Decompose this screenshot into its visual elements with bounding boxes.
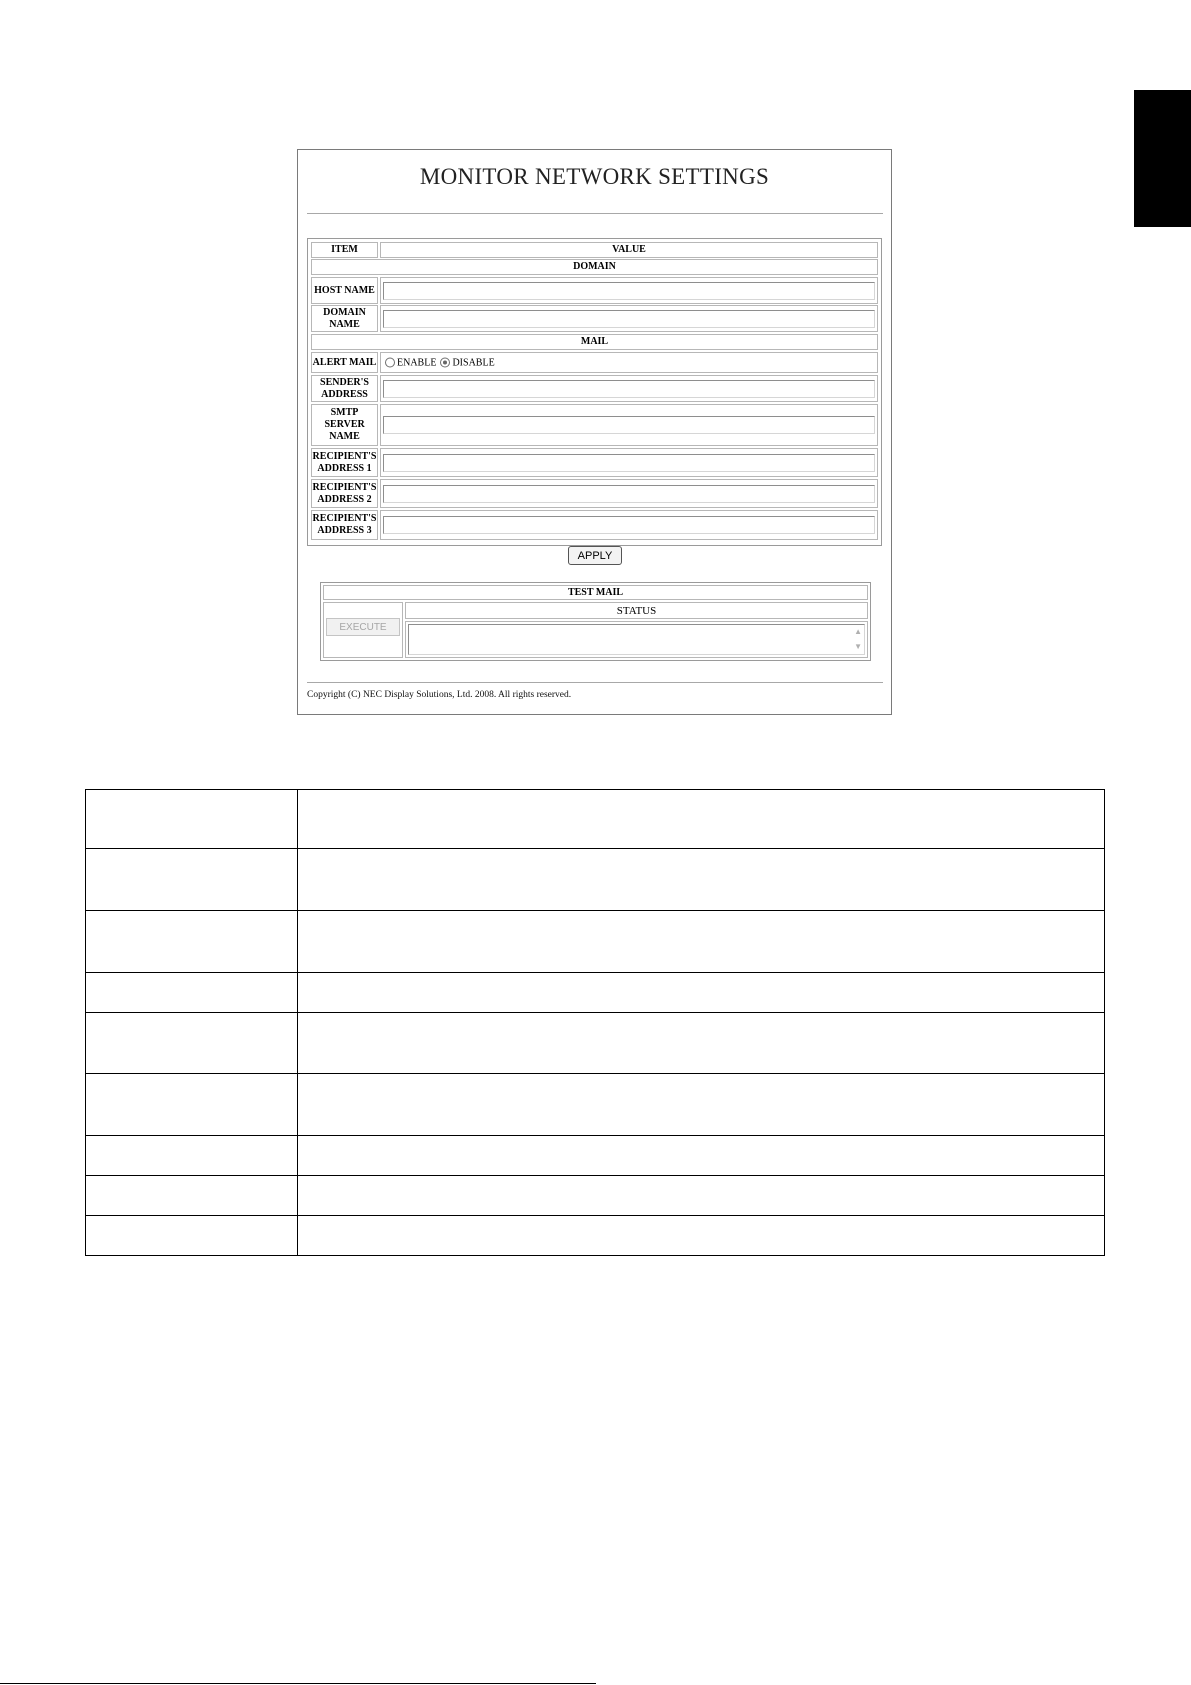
footer-divider bbox=[307, 682, 883, 683]
table-cell bbox=[86, 1074, 298, 1136]
table-row bbox=[86, 1074, 1105, 1136]
enable-radio-label: ENABLE bbox=[397, 357, 437, 368]
label-recipient-address-1 bbox=[311, 448, 378, 477]
recipient-address-3-input[interactable] bbox=[383, 516, 875, 534]
recipient-address-1-cell bbox=[380, 448, 878, 477]
table-row bbox=[86, 849, 1105, 911]
section-mail: MAIL bbox=[311, 334, 878, 350]
label-domain-name bbox=[311, 305, 378, 332]
smtp-server-name-cell bbox=[380, 404, 878, 446]
label-recipient-address-3 bbox=[311, 510, 378, 540]
label-senders-address bbox=[311, 375, 378, 402]
test-mail-table bbox=[320, 582, 871, 661]
table-cell bbox=[298, 790, 1105, 849]
smtp-server-name-input[interactable] bbox=[383, 416, 875, 434]
page-title: MONITOR NETWORK SETTINGS bbox=[419, 164, 770, 189]
table-cell bbox=[86, 849, 298, 911]
table-cell bbox=[298, 911, 1105, 973]
recipient-address-2-input[interactable] bbox=[383, 485, 875, 503]
alert-mail-cell bbox=[380, 352, 878, 373]
footnote-rule bbox=[0, 1683, 596, 1684]
title-divider bbox=[307, 213, 883, 214]
label-senders-address-text: SENDER'S ADDRESS bbox=[320, 376, 369, 400]
status-cell bbox=[405, 621, 868, 658]
network-settings-screenshot bbox=[297, 149, 892, 715]
disable-radio-label: DISABLE bbox=[452, 357, 495, 368]
execute-cell bbox=[323, 602, 403, 658]
table-cell bbox=[298, 1176, 1105, 1216]
table-row bbox=[86, 973, 1105, 1013]
table-row bbox=[86, 911, 1105, 973]
header-item: ITEM bbox=[311, 242, 378, 258]
copyright-text: Copyright (C) NEC Display Solutions, Ltd. 2008. All rights reserved. bbox=[307, 690, 572, 700]
table-cell bbox=[298, 849, 1105, 911]
label-recipient-address-2-text: RECIPIENT'S ADDRESS 2 bbox=[312, 481, 377, 505]
status-header: STATUS bbox=[405, 602, 868, 619]
table-cell bbox=[86, 1216, 298, 1256]
table-row bbox=[86, 1216, 1105, 1256]
table-cell bbox=[86, 1176, 298, 1216]
enable-radio[interactable] bbox=[385, 358, 395, 368]
table-cell bbox=[298, 1074, 1105, 1136]
domain-name-input[interactable] bbox=[383, 310, 875, 328]
section-tab-marker bbox=[1134, 90, 1191, 227]
domain-name-cell bbox=[380, 305, 878, 332]
section-domain: DOMAIN bbox=[311, 259, 878, 275]
label-smtp-server-name bbox=[311, 404, 378, 446]
status-textarea[interactable] bbox=[408, 624, 865, 655]
description-table bbox=[85, 789, 1105, 1256]
recipient-address-3-cell bbox=[380, 510, 878, 540]
host-name-cell bbox=[380, 277, 878, 304]
scroll-down-icon[interactable]: ▼ bbox=[854, 642, 862, 651]
table-cell bbox=[86, 1013, 298, 1074]
scroll-up-icon[interactable]: ▲ bbox=[854, 627, 862, 636]
recipient-address-1-input[interactable] bbox=[383, 454, 875, 472]
table-cell bbox=[298, 1013, 1105, 1074]
host-name-input[interactable] bbox=[383, 282, 875, 300]
table-cell bbox=[298, 1216, 1105, 1256]
table-cell bbox=[298, 1136, 1105, 1176]
label-recipient-address-2 bbox=[311, 479, 378, 508]
label-recipient-address-1-text: RECIPIENT'S ADDRESS 1 bbox=[312, 450, 377, 474]
table-row bbox=[86, 1013, 1105, 1074]
disable-radio[interactable] bbox=[440, 358, 450, 368]
label-alert-mail: ALERT MAIL bbox=[311, 352, 378, 373]
table-cell bbox=[86, 973, 298, 1013]
label-domain-name-text: DOMAIN NAME bbox=[323, 306, 366, 330]
table-cell bbox=[298, 973, 1105, 1013]
table-cell bbox=[86, 1136, 298, 1176]
test-mail-title: TEST MAIL bbox=[323, 585, 868, 600]
recipient-address-2-cell bbox=[380, 479, 878, 508]
table-cell bbox=[86, 790, 298, 849]
label-recipient-address-3-text: RECIPIENT'S ADDRESS 3 bbox=[312, 513, 377, 536]
table-row bbox=[86, 1136, 1105, 1176]
senders-address-cell bbox=[380, 375, 878, 402]
execute-button[interactable]: EXECUTE bbox=[326, 618, 400, 636]
settings-table bbox=[307, 238, 882, 546]
alert-mail-radio-group bbox=[385, 357, 499, 368]
table-row bbox=[86, 790, 1105, 849]
table-row bbox=[86, 1176, 1105, 1216]
apply-button[interactable]: APPLY bbox=[568, 546, 622, 565]
senders-address-input[interactable] bbox=[383, 380, 875, 398]
label-smtp-server-name-text: SMTP SERVER NAME bbox=[324, 407, 365, 442]
header-value: VALUE bbox=[380, 242, 878, 258]
label-host-name: HOST NAME bbox=[311, 277, 378, 304]
table-cell bbox=[86, 911, 298, 973]
